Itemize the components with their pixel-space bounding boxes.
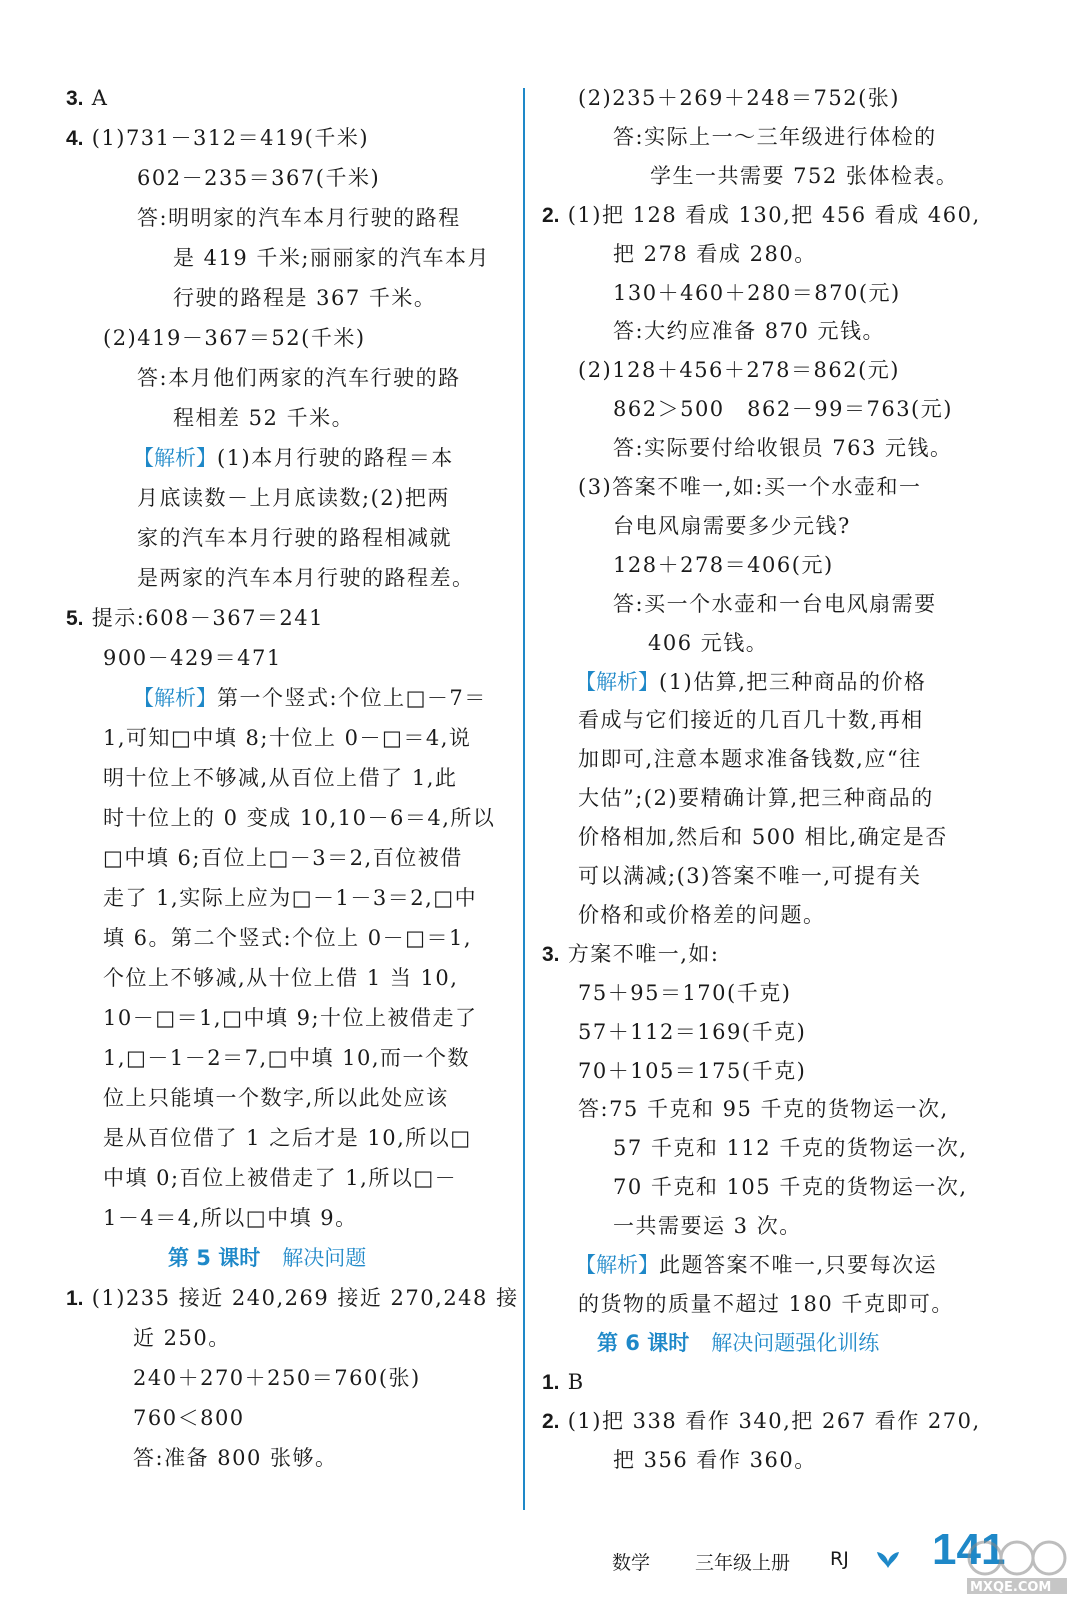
line-text: 填 6。第二个竖式:个位上 0－□＝1, (103, 926, 473, 950)
line-text: 个位上不够减,从十位上借 1 当 10, (103, 966, 459, 990)
left-line (103, 644, 282, 672)
item-number: 1. (542, 1370, 560, 1394)
right-line (613, 123, 937, 151)
column-divider (523, 88, 525, 1510)
line-text: (2)128＋456＋278＝862(元) (578, 358, 900, 383)
line-text: 240＋270＋250＝760(张) (133, 1366, 421, 1390)
item-number: 2. (542, 1409, 560, 1433)
left-line (103, 924, 472, 952)
line-text: 答:本月他们两家的汽车行驶的路 (137, 366, 461, 390)
section-heading (168, 1244, 366, 1272)
left-line (103, 1044, 470, 1072)
item-number: 3. (66, 87, 84, 110)
left-line (137, 204, 461, 232)
line-text: 130＋460＋280＝870(元) (613, 280, 901, 305)
right-line (542, 1368, 585, 1397)
line-text: 加即可,注意本题求准备钱数,应“往 (578, 747, 922, 772)
lesson-title: 解决问题强化训练 (711, 1330, 880, 1355)
item-number: 4. (66, 127, 84, 150)
left-line (133, 1324, 231, 1352)
left-line (133, 1444, 338, 1472)
line-text: 406 元钱。 (648, 630, 769, 655)
line-text: 把 356 看作 360。 (613, 1447, 817, 1472)
line-text: 602－235＝367(千米) (137, 166, 381, 190)
right-line (650, 162, 958, 190)
right-line (578, 356, 900, 384)
right-line (578, 706, 924, 734)
left-line (66, 604, 324, 633)
right-line (613, 395, 953, 423)
footer-subject: 数学 (612, 1552, 651, 1574)
line-text: 价格和或价格差的问题。 (578, 902, 826, 927)
right-line (578, 1057, 806, 1085)
left-line (137, 564, 475, 592)
line-text: 明十位上不够减,从百位上借了 1,此 (103, 766, 458, 790)
right-line (542, 1407, 981, 1436)
line-text: 时十位上的 0 变成 10,10－6＝4,所以 (103, 806, 496, 830)
left-line (103, 1164, 457, 1192)
leaf-icon (875, 1548, 901, 1570)
item-number: 2. (542, 203, 560, 227)
right-line (578, 979, 791, 1007)
line-text: 760＜800 (133, 1406, 245, 1430)
line-text: 提示:608－367＝241 (83, 606, 325, 630)
line-text: 一共需要运 3 次。 (613, 1214, 802, 1239)
footer-edition: RJ (830, 1548, 849, 1570)
line-text: 是 419 千米;丽丽家的汽车本月 (173, 246, 491, 270)
left-line (173, 284, 436, 312)
left-line (103, 1084, 449, 1112)
line-text: 是从百位借了 1 之后才是 10,所以□ (103, 1126, 472, 1150)
line-text: (1)把 128 看成 130,把 456 看成 460, (559, 202, 981, 227)
line-text: 答:明明家的汽车本月行驶的路程 (137, 206, 461, 230)
right-line (613, 434, 953, 462)
right-line (613, 1212, 802, 1240)
line-text: (1)估算,把三种商品的价格 (659, 669, 927, 694)
footer-grade: 三年级上册 (695, 1552, 791, 1574)
analysis-tag: 【解析】 (133, 446, 217, 470)
right-line (648, 629, 768, 657)
line-text: 方案不唯一,如: (559, 941, 720, 966)
right-line (578, 473, 922, 501)
item-number: 3. (542, 942, 560, 966)
line-text: 答:75 千克和 95 千克的货物运一次, (578, 1097, 949, 1122)
right-line (613, 279, 901, 307)
line-text: 中填 0;百位上被借走了 1,所以□－ (103, 1166, 458, 1190)
line-text: 答:大约应准备 870 元钱。 (613, 319, 886, 344)
line-text: 75＋95＝170(千克) (578, 980, 792, 1005)
line-text: 把 278 看成 280。 (613, 241, 817, 266)
line-text: (3)答案不唯一,如:买一个水壶和一 (578, 475, 922, 499)
line-text: 学生一共需要 752 张体检表。 (650, 163, 959, 188)
left-line (133, 684, 487, 712)
line-text: (1)把 338 看作 340,把 267 看作 270, (559, 1408, 981, 1433)
right-line (578, 84, 900, 112)
left-line (173, 404, 354, 432)
line-text: 128＋278＝406(元) (613, 552, 834, 577)
line-text: 答:买一个水壶和一台电风扇需要 (613, 591, 937, 616)
line-text: 1,□－1－2＝7,□中填 10,而一个数 (103, 1046, 471, 1070)
line-text: 家的汽车本月行驶的路程相减就 (137, 526, 452, 550)
left-line (103, 1124, 472, 1152)
line-text: (2)235＋269＋248＝752(张) (578, 86, 900, 110)
right-line (578, 901, 826, 929)
line-text: 大估”;(2)要精确计算,把三种商品的 (578, 786, 934, 811)
left-line (66, 1284, 519, 1313)
left-line (66, 124, 369, 153)
left-line (137, 484, 450, 512)
line-text: 价格相加,然后和 500 相比,确定是否 (578, 825, 948, 850)
line-text: 900－429＝471 (103, 646, 282, 670)
lesson-title: 解决问题 (282, 1246, 367, 1270)
right-line (613, 590, 937, 618)
line-text: □中填 6;百位上□－3＝2,百位被借 (103, 846, 463, 870)
left-line (66, 84, 108, 113)
line-text: 1,可知□中填 8;十位上 0－□＝4,说 (103, 726, 472, 750)
left-line (103, 724, 471, 752)
line-text: 10－□＝1,□中填 9;十位上被借走了 (103, 1006, 478, 1030)
right-line (613, 1446, 817, 1474)
section-heading (597, 1329, 879, 1357)
line-text: 看成与它们接近的几百几十数,再相 (578, 708, 924, 733)
line-text: (1)本月行驶的路程＝本 (217, 446, 454, 470)
line-text: 答:实际上一～三年级进行体检的 (613, 124, 937, 149)
line-text: 862＞500 862－99＝763(元) (613, 397, 953, 422)
left-line (173, 244, 490, 272)
line-text: 台电风扇需要多少元钱? (613, 513, 851, 538)
right-line (613, 1134, 968, 1162)
left-line (103, 1004, 478, 1032)
right-line (578, 784, 934, 812)
analysis-tag: 【解析】 (575, 669, 659, 694)
right-line (575, 668, 926, 696)
line-text: (2)419－367＝52(千米) (103, 326, 366, 350)
right-line (575, 1251, 937, 1279)
item-number: 1. (66, 1287, 84, 1310)
right-line (578, 745, 922, 773)
left-line (103, 764, 457, 792)
right-line (613, 551, 834, 579)
page-number: 141 (932, 1525, 1006, 1574)
right-line (578, 823, 948, 851)
line-text: 程相差 52 千米。 (173, 406, 355, 430)
line-text: 的货物的质量不超过 180 千克即可。 (578, 1291, 954, 1316)
line-text: 第一个竖式:个位上□－7＝ (217, 686, 487, 710)
line-text: 是两家的汽车本月行驶的路程差。 (137, 566, 475, 590)
right-line (542, 201, 981, 230)
left-line (103, 1204, 358, 1232)
left-line (133, 1364, 421, 1392)
line-text: 答:准备 800 张够。 (133, 1446, 338, 1470)
left-line (103, 804, 495, 832)
item-number: 5. (66, 607, 84, 630)
line-text: 可以满减;(3)答案不唯一,可提有关 (578, 864, 922, 888)
lesson-label: 第 5 课时 (168, 1246, 261, 1270)
line-text: (1)731－312＝419(千米) (83, 126, 370, 150)
right-line (578, 1095, 949, 1123)
line-text: 月底读数－上月底读数;(2)把两 (137, 486, 450, 510)
left-line (137, 364, 461, 392)
left-line (137, 524, 452, 552)
right-line (613, 240, 817, 268)
left-line (133, 1404, 245, 1432)
right-line (613, 317, 885, 345)
line-text: B (559, 1369, 585, 1394)
analysis-tag: 【解析】 (575, 1253, 659, 1277)
right-line (578, 862, 922, 890)
line-text: 57 千克和 112 千克的货物运一次, (613, 1136, 968, 1161)
left-line (133, 444, 454, 472)
line-text: 70 千克和 105 千克的货物运一次, (613, 1175, 968, 1200)
right-line (613, 512, 851, 540)
right-line (578, 1018, 806, 1046)
right-line (578, 1290, 954, 1318)
line-text: 位上只能填一个数字,所以此处应该 (103, 1086, 449, 1110)
analysis-tag: 【解析】 (133, 686, 217, 710)
lesson-label: 第 6 课时 (597, 1330, 690, 1355)
left-line (103, 884, 477, 912)
line-text: 70＋105＝175(千克) (578, 1058, 807, 1083)
line-text: 行驶的路程是 367 千米。 (173, 286, 437, 310)
left-line (103, 964, 458, 992)
left-line (137, 164, 380, 192)
line-text: (1)235 接近 240,269 接近 270,248 接 (83, 1286, 519, 1310)
right-line (542, 940, 719, 969)
line-text: 此题答案不唯一,只要每次运 (659, 1253, 938, 1277)
line-text: A (83, 86, 109, 110)
right-line (613, 1173, 968, 1201)
line-text: 57＋112＝169(千克) (578, 1019, 807, 1044)
left-line (103, 324, 366, 352)
left-line (103, 844, 463, 872)
line-text: 答:实际要付给收银员 763 元钱。 (613, 436, 953, 461)
line-text: 1－4＝4,所以□中填 9。 (103, 1206, 358, 1230)
watermark-text: MXQE.COM (970, 1580, 1052, 1595)
line-text: 走了 1,实际上应为□－1－3＝2,□中 (103, 886, 478, 910)
line-text: 近 250。 (133, 1326, 231, 1350)
